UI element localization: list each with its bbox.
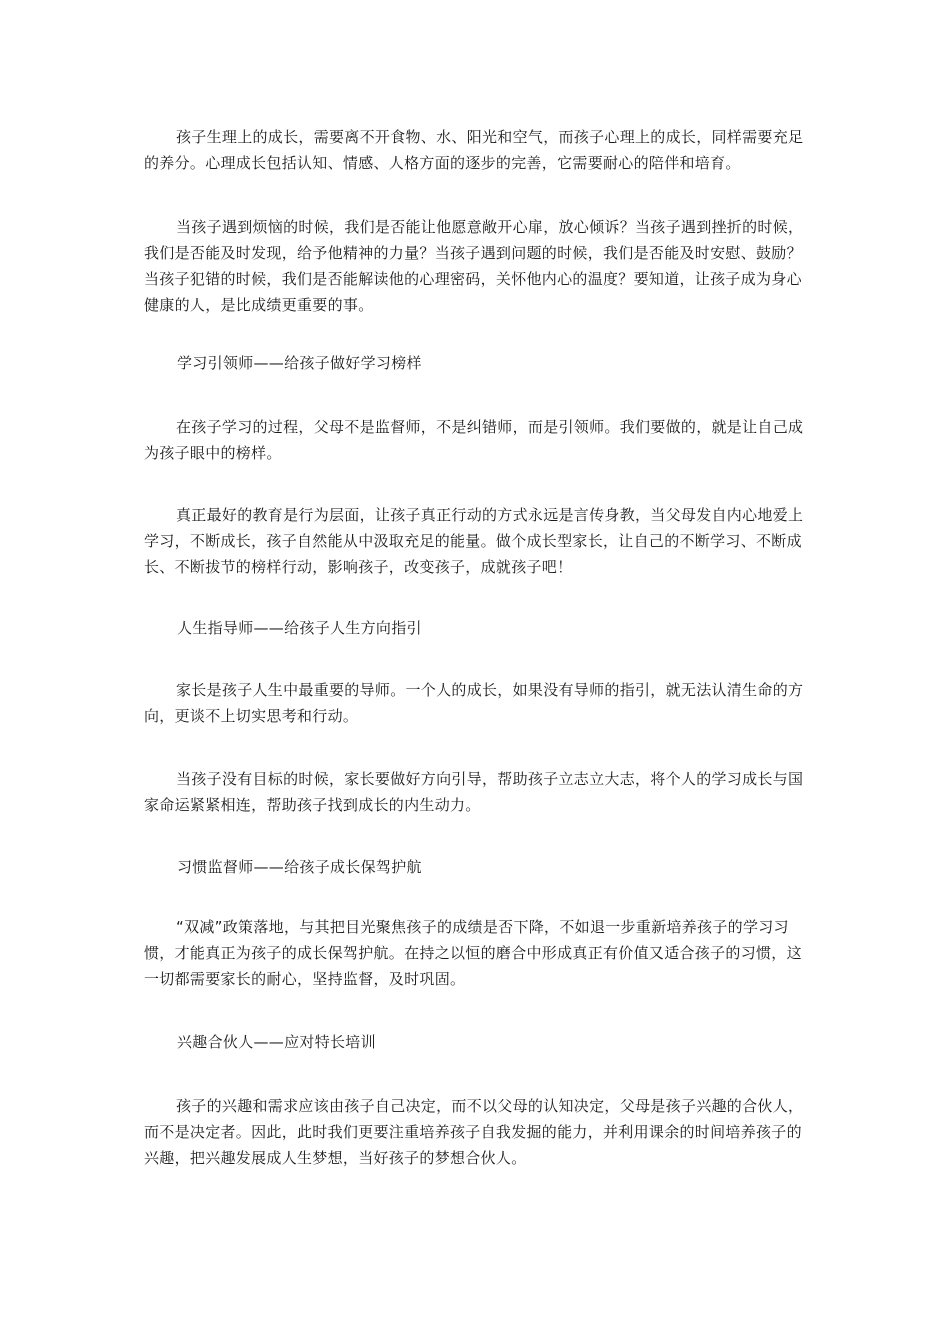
heading-learning-guide: 学习引领师——给孩子做好学习榜样: [177, 354, 422, 372]
paragraph-double-reduction: “双减”政策落地，与其把目光聚焦孩子的成绩是否下降，不如退一步重新培养孩子的学习习惯，才能真正为孩子的成长保驾护航。在持之以恒的磨合中形成真正有价值又适合孩子的习惯，这一切都需要家长的耐心，坚持监督，及时巩固。: [144, 918, 802, 988]
paragraph-when-child-troubled: 当孩子遇到烦恼的时候，我们是否能让他愿意敞开心扉，放心倾诉？当孩子遇到挫折的时候，我们是否能及时发现，给予他精神的力量？当孩子遇到问题的时候，我们是否能及时安慰、鼓励？当孩子犯错的时候，我们是否能解读他的心理密码，关怀他内心的温度？要知道，让孩子成为身心健康的人，是比成绩更重要的事。: [144, 218, 804, 314]
heading-life-mentor: 人生指导师——给孩子人生方向指引: [177, 619, 422, 637]
paragraph-no-goals: 当孩子没有目标的时候，家长要做好方向引导，帮助孩子立志立大志，将个人的学习成长与国家命运紧紧相连，帮助孩子找到成长的内生动力。: [144, 770, 804, 814]
paragraph-physical-psychological-growth: 孩子生理上的成长，需要离不开食物、水、阳光和空气，而孩子心理上的成长，同样需要充足的养分。心理成长包括认知、情感、人格方面的逐步的完善，它需要耐心的陪伴和培育。: [144, 128, 804, 172]
paragraph-child-interests: 孩子的兴趣和需求应该由孩子自己决定，而不以父母的认知决定，父母是孩子兴趣的合伙人，而不是决定者。因此，此时我们更要注重培养孩子自我发掘的能力，并利用课余的时间培养孩子的兴趣，把兴趣发展成人生梦想，当好孩子的梦想合伙人。: [144, 1097, 804, 1167]
paragraph-parents-as-guides: 在孩子学习的过程，父母不是监督师，不是纠错师，而是引领师。我们要做的，就是让自己成为孩子眼中的榜样。: [144, 418, 804, 462]
heading-interest-partner: 兴趣合伙人——应对特长培训: [177, 1033, 376, 1051]
paragraph-parents-as-mentors: 家长是孩子人生中最重要的导师。一个人的成长，如果没有导师的指引，就无法认清生命的方向，更谈不上切实思考和行动。: [144, 681, 804, 725]
heading-habit-supervisor: 习惯监督师——给孩子成长保驾护航: [177, 858, 422, 876]
paragraph-best-education: 真正最好的教育是行为层面，让孩子真正行动的方式永远是言传身教，当父母发自内心地爱上学习，不断成长，孩子自然能从中汲取充足的能量。做个成长型家长，让自己的不断学习、不断成长、不断拔节的榜样行动，影响孩子，改变孩子，成就孩子吧！: [144, 506, 804, 576]
